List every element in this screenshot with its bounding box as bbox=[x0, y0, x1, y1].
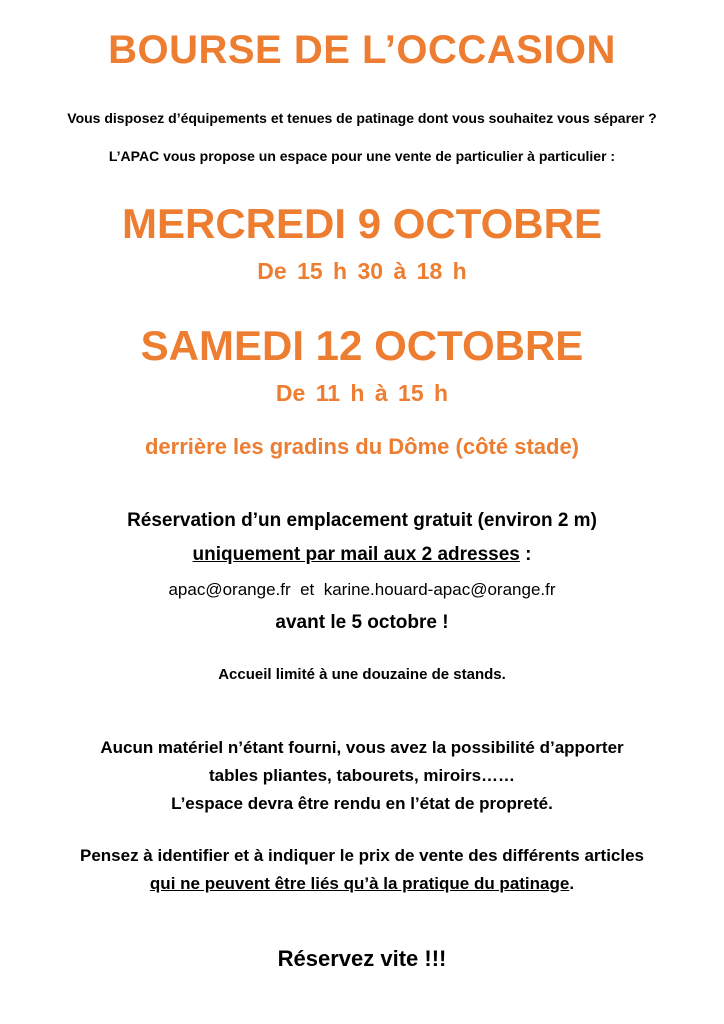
intro-offer: L’APAC vous propose un espace pour une vente de particulier à particulier : bbox=[108, 148, 616, 164]
pricing-line-2-underlined: qui ne peuvent être liés qu’à la pratique du patinage bbox=[149, 874, 570, 893]
intro-question: Vous disposez d’équipements et tenues de patinage dont vous souhaitez vous séparer ? bbox=[67, 110, 657, 126]
email-addresses bbox=[0, 580, 724, 600]
reservation-deadline: avant le 5 octobre ! bbox=[275, 612, 449, 633]
stand-limit-note: Accueil limité à une douzaine de stands. bbox=[218, 666, 506, 683]
closing-call: Réservez vite !!! bbox=[277, 946, 447, 971]
material-line-2: tables pliantes, tabourets, miroirs…… bbox=[208, 766, 516, 785]
material-line-3: L’espace devra être rendu en l’état de propreté. bbox=[171, 794, 553, 813]
date-wednesday: MERCREDI 9 OCTOBRE bbox=[122, 200, 602, 247]
email-separator: et bbox=[290, 580, 324, 599]
email-link-karine[interactable]: karine.houard-apac@orange.fr bbox=[323, 580, 556, 599]
pricing-line-2-suffix: . bbox=[569, 874, 575, 893]
time-wednesday: De 15 h 30 à 18 h bbox=[257, 258, 467, 284]
reservation-info: Réservation d’un emplacement gratuit (environ 2 m) bbox=[127, 510, 597, 531]
time-saturday: De 11 h à 15 h bbox=[275, 380, 449, 406]
pricing-line-2 bbox=[0, 874, 724, 894]
date-saturday: SAMEDI 12 OCTOBRE bbox=[140, 322, 584, 369]
email-link-apac[interactable]: apac@orange.fr bbox=[168, 580, 291, 599]
reservation-method-suffix: : bbox=[519, 544, 532, 565]
reservation-method bbox=[0, 544, 724, 566]
reservation-method-underlined: uniquement par mail aux 2 adresses bbox=[192, 544, 520, 565]
poster-title: BOURSE DE L’OCCASION bbox=[108, 28, 616, 72]
material-line-1: Aucun matériel n’étant fourni, vous avez la possibilité d’apporter bbox=[100, 738, 624, 757]
pricing-line-1: Pensez à identifier et à indiquer le prix de vente des différents articles bbox=[79, 846, 645, 865]
event-location: derrière les gradins du Dôme (côté stade) bbox=[144, 434, 580, 459]
